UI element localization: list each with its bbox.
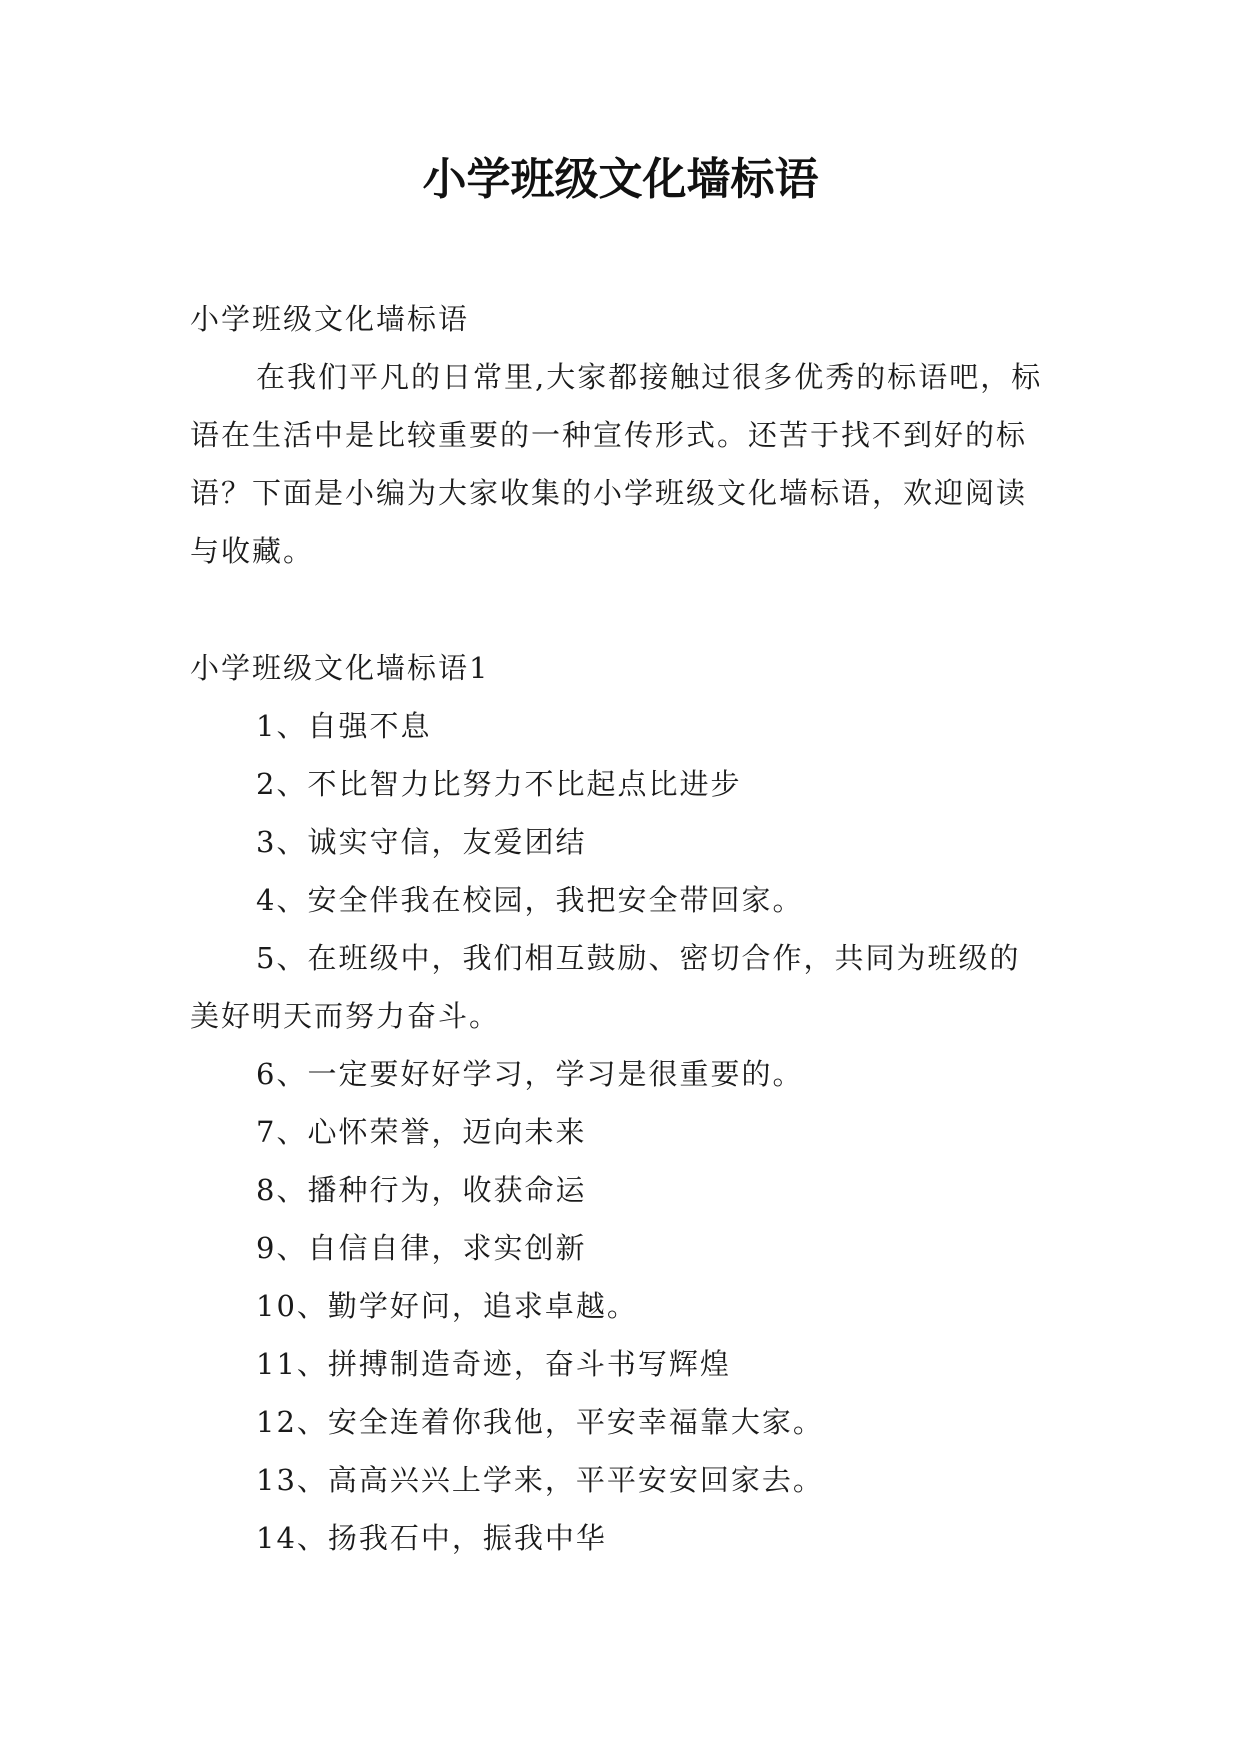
slogan-item: 3、诚实守信，友爱团结 — [256, 825, 587, 859]
slogan-item: 12、安全连着你我他，平安幸福靠大家。 — [256, 1405, 824, 1439]
slogan-item: 10、勤学好问，追求卓越。 — [256, 1289, 638, 1323]
document-body — [190, 290, 1050, 1567]
document-title: 小学班级文化墙标语 — [422, 154, 819, 205]
slogan-item: 5、在班级中，我们相互鼓励、密切合作，共同为班级的美好明天而努力奋斗。 — [190, 941, 1021, 1033]
slogan-item: 6、一定要好好学习，学习是很重要的。 — [256, 1057, 804, 1091]
slogan-item: 2、不比智力比努力不比起点比进步 — [256, 767, 742, 801]
slogan-item: 9、自信自律，求实创新 — [256, 1231, 587, 1265]
intro-paragraph: 在我们平凡的日常里,大家都接触过很多优秀的标语吧，标语在生活中是比较重要的一种宣传形式。还苦于找不到好的标语？下面是小编为大家收集的小学班级文化墙标语，欢迎阅读与收藏。 — [190, 360, 1043, 568]
slogan-item: 11、拼搏制造奇迹，奋斗书写辉煌 — [256, 1347, 731, 1381]
slogan-item: 4、安全伴我在校园，我把安全带回家。 — [256, 883, 804, 917]
section-heading: 小学班级文化墙标语1 — [190, 651, 490, 685]
slogan-item: 1、自强不息 — [256, 709, 432, 743]
paragraph-spacer — [190, 580, 1050, 639]
slogan-item: 14、扬我石中，振我中华 — [256, 1521, 607, 1555]
slogan-item: 13、高高兴兴上学来，平平安安回家去。 — [256, 1463, 824, 1497]
slogan-item: 8、播种行为，收获命运 — [256, 1173, 587, 1207]
subtitle: 小学班级文化墙标语 — [190, 302, 470, 336]
slogan-item: 7、心怀荣誉，迈向未来 — [256, 1115, 587, 1149]
